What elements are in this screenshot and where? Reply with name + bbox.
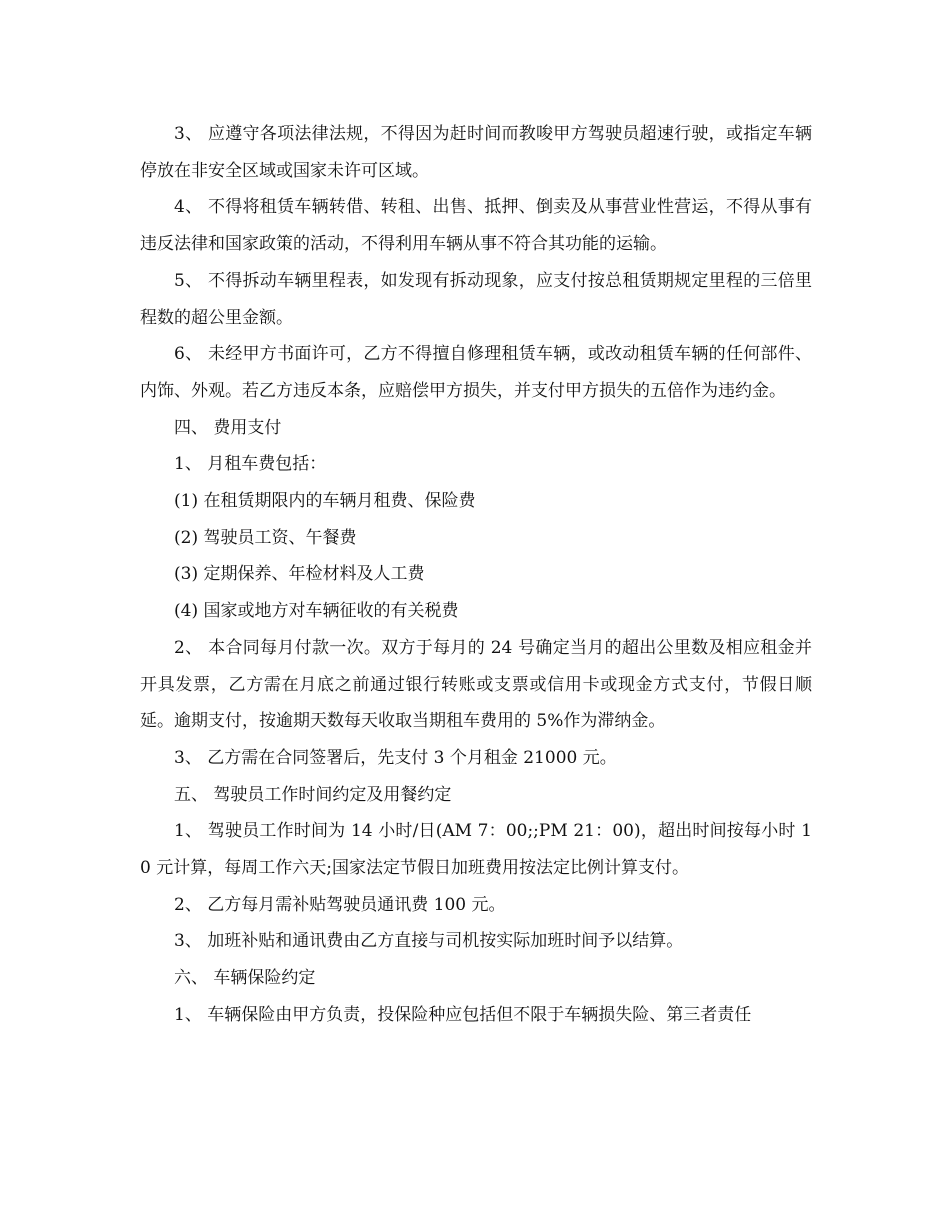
payment-clause-1: 1、 月租车费包括： — [174, 454, 327, 475]
insurance-clause-1: 1、 车辆保险由甲方负责，投保险种应包括但不限于车辆损失险、第三者责任 — [174, 1004, 752, 1025]
driver-clause-2: 2、 乙方每月需补贴驾驶员通讯费 100 元。 — [174, 894, 506, 915]
document-body — [140, 116, 812, 1034]
clause-4-paragraph: 4、 不得将租赁车辆转借、转租、出售、抵押、倒卖及从事营业性营运，不得从事有违反法律和国家政策的活动，不得利用车辆从事不符合其功能的运输。 — [140, 197, 812, 255]
payment-item-2: (2) 驾驶员工资、午餐费 — [174, 527, 357, 548]
section-heading-insurance: 六、 车辆保险约定 — [174, 968, 316, 989]
payment-item-4: (4) 国家或地方对车辆征收的有关税费 — [174, 601, 459, 622]
payment-clause-3: 3、 乙方需在合同签署后，先支付 3 个月租金 21000 元。 — [174, 747, 617, 768]
section-heading-driver-hours: 五、 驾驶员工作时间约定及用餐约定 — [174, 784, 452, 805]
payment-item-3: (3) 定期保养、年检材料及人工费 — [174, 564, 425, 585]
section-heading-payment: 四、 费用支付 — [174, 417, 282, 438]
clause-6-paragraph: 6、 未经甲方书面许可，乙方不得擅自修理租赁车辆，或改动租赁车辆的任何部件、内饰、外观。若乙方违反本条，应赔偿甲方损失，并支付甲方损失的五倍作为违约金。 — [140, 344, 812, 401]
driver-clause-3: 3、 加班补贴和通讯费由乙方直接与司机按实际加班时间予以结算。 — [174, 931, 684, 952]
payment-item-1: (1) 在租赁期限内的车辆月租费、保险费 — [174, 491, 476, 512]
payment-clause-2: 2、 本合同每月付款一次。双方于每月的 24 号确定当月的超出公里数及相应租金并开具发票，乙方需在月底之前通过银行转账或支票或信用卡或现金方式支付，节假日顺延。逾期支付，按逾期天数每天收取当期租车费用的 5%作为滞纳金。 — [140, 637, 812, 732]
clause-3-paragraph: 3、 应遵守各项法律法规，不得因为赶时间而教唆甲方驾驶员超速行驶，或指定车辆停放在非安全区域或国家未许可区域。 — [140, 124, 812, 181]
clause-5-paragraph: 5、 不得拆动车辆里程表，如发现有拆动现象，应支付按总租赁期规定里程的三倍里程数的超公里金额。 — [140, 270, 812, 328]
driver-clause-1: 1、 驾驶员工作时间为 14 小时/日(AM 7：00;;PM 21：00)，超出时间按每小时 10 元计算，每周工作六天;国家法定节假日加班费用按法定比例计算支付。 — [140, 821, 812, 879]
